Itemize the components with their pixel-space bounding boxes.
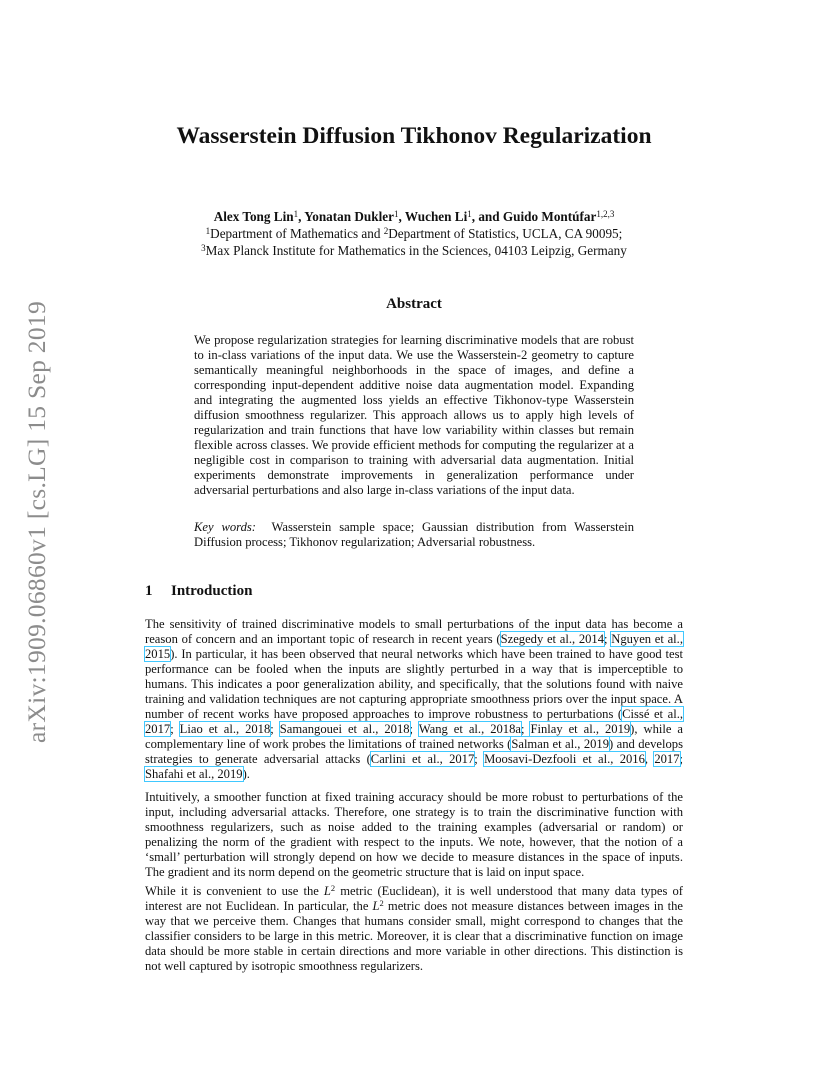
citation-link[interactable]: Moosavi-Dezfooli et al., 2016 bbox=[484, 751, 645, 766]
text-run: ), while a complementary line of work probes the limitations of trained networks ( bbox=[145, 721, 683, 751]
math-superscript: 2 bbox=[379, 897, 384, 908]
text-run: ) and develops strategies to generate adversarial attacks ( bbox=[145, 736, 683, 766]
citation-link[interactable]: Liao et al., 2018 bbox=[179, 721, 271, 736]
abstract-heading: Abstract bbox=[386, 296, 442, 312]
author-name: Alex Tong Lin bbox=[213, 209, 294, 224]
math-symbol: L bbox=[372, 898, 380, 913]
text-run: ; bbox=[270, 721, 280, 736]
section-number: 1 bbox=[145, 583, 153, 599]
affiliation-sup: 3 bbox=[201, 243, 206, 253]
affiliation-text: Department of Statistics, UCLA, CA 90095; bbox=[388, 226, 623, 241]
citation-link[interactable]: Shafahi et al., 2019 bbox=[145, 766, 243, 781]
text-run: ; bbox=[474, 751, 485, 766]
math-l2 bbox=[324, 884, 335, 898]
affiliation-sup: 2 bbox=[383, 226, 389, 236]
citation-link[interactable]: Nguyen et al., 2015 bbox=[145, 631, 683, 661]
arxiv-identifier: arXiv:1909.06860v1 [cs.LG] 15 Sep 2019 bbox=[22, 300, 52, 744]
text-run: ). In particular, it has been observed that neural networks which have been trained to have good test performance can be fooled when the inputs are slightly perturbed in a way that is imperceptible to humans. This indicates a poor generalization ability, and specifically, that the solutions found with naive training and validation techniques are not capturing appropriate smoothness priors over the input space. A number of recent works have proposed approaches to improve robustness to perturbations ( bbox=[145, 646, 683, 721]
text-run: ; bbox=[679, 751, 684, 766]
citation-link[interactable]: 2017 bbox=[654, 751, 680, 766]
text-run: While it is convenient to use the bbox=[145, 884, 324, 898]
author-affiliation-sup: 1 bbox=[467, 209, 472, 219]
author-name: Guido Montúfar bbox=[502, 209, 597, 224]
citation-link[interactable]: Carlini et al., 2017 bbox=[370, 751, 475, 766]
author-block bbox=[0, 208, 828, 259]
keywords-label: Key words: bbox=[194, 520, 256, 534]
author-affiliation-sup: 1,2,3 bbox=[596, 209, 615, 219]
math-l2 bbox=[373, 899, 384, 913]
citation-link[interactable]: Wang et al., 2018a bbox=[418, 721, 521, 736]
text-run: ; bbox=[409, 721, 419, 736]
author-names bbox=[0, 208, 828, 225]
author-affiliation-sup: 1 bbox=[393, 209, 399, 219]
affiliation-text: Department of Mathematics and bbox=[210, 226, 384, 241]
text-run: , bbox=[644, 751, 655, 766]
math-superscript: 2 bbox=[330, 883, 336, 893]
text-run: ; bbox=[520, 721, 531, 736]
affiliation-sup: 1 bbox=[205, 226, 211, 236]
keywords-text: Wasserstein sample space; Gaussian distribution from Wasserstein Diffusion process; Tikhonov regularization; Adversarial robustness. bbox=[194, 520, 634, 549]
text-run: ; bbox=[604, 631, 612, 646]
abstract-text: We propose regularization strategies for learning discriminative models that are robust to in-class variations of the input data. We use the Wasserstein-2 geometry to capture semantically meaningful neighborhoods in the space of images, and define a corresponding input-dependent additive noise data augmentation model. Expanding and integrating the augmented loss yields an effective Tikhonov-type Wasserstein diffusion smoothness regularizer. This approach allows us to apply high levels of regularization and train functions that have low variability within classes but remain flexible across classes. We provide efficient methods for computing the regularizer at a negligible cost in comparison to training with adversarial data augmentation. Initial experiments demonstrate improvements in generalization performance under adversarial perturbations and also large in-class variations of the input data. bbox=[194, 333, 634, 497]
paper-title: Wasserstein Diffusion Tikhonov Regularization bbox=[176, 123, 652, 149]
citation-link[interactable]: Cissé et al., 2017 bbox=[145, 706, 683, 736]
intro-paragraph-3 bbox=[145, 884, 683, 974]
text-run: ; bbox=[170, 721, 180, 736]
text-run: The sensitivity of trained discriminative models to small perturbations of the input data has become a reason of concern and an important topic of research in recent years ( bbox=[145, 617, 683, 646]
text-run: metric (Euclidean), it is well understood that many data types of interest are not Euclidean. In particular, the bbox=[145, 884, 683, 913]
author-affiliation-sup: 1 bbox=[293, 209, 299, 219]
text-run: metric does not measure distances between images in the way that we perceive them. Changes that humans consider small, might correspond to changes that the classifier considers to be large in this metric. Moreover, it is clear that a discriminative function on image data should be more stable in certain directions and more variable in other directions. This distinction is not well captured by isotropic smoothness regularizers. bbox=[145, 898, 684, 973]
section-heading-introduction bbox=[145, 583, 252, 600]
author-name: Yonatan Dukler bbox=[304, 209, 394, 224]
intro-paragraph-1 bbox=[145, 617, 683, 781]
math-symbol: L bbox=[323, 884, 331, 898]
section-title: Introduction bbox=[171, 583, 253, 599]
citation-link[interactable]: Salman et al., 2019 bbox=[511, 736, 610, 751]
author-separator: , bbox=[298, 209, 305, 224]
citation-link[interactable]: Szegedy et al., 2014 bbox=[500, 631, 605, 646]
arxiv-identifier-stamp bbox=[23, 287, 51, 757]
author-separator: , bbox=[398, 209, 405, 224]
intro-paragraph-2: Intuitively, a smoother function at fixed training accuracy should be more robust to perturbations of the input, including adversarial attacks. Therefore, one strategy is to train the discriminative function with smoothness regularizers, such as noise added to the training examples (adversarial or random) or penalizing the norm of the gradient with respect to the inputs. We note, however, that the notion of a ‘small’ perturbation will strongly depend on how we decide to measure distances in the space of inputs. The gradient and its norm depend on the geometric structure that is laid on input space. bbox=[145, 790, 683, 879]
keywords bbox=[194, 520, 634, 550]
author-separator: , and bbox=[471, 209, 503, 224]
citation-link[interactable]: Samangouei et al., 2018 bbox=[279, 721, 410, 736]
affiliation-line-1 bbox=[0, 225, 828, 242]
affiliation-line-2 bbox=[0, 242, 828, 259]
author-name: Wuchen Li bbox=[404, 209, 468, 224]
text-run: ). bbox=[242, 766, 250, 781]
affiliation-text: Max Planck Institute for Mathematics in the Sciences, 04103 Leipzig, Germany bbox=[205, 243, 627, 258]
citation-link[interactable]: Finlay et al., 2019 bbox=[530, 721, 631, 736]
